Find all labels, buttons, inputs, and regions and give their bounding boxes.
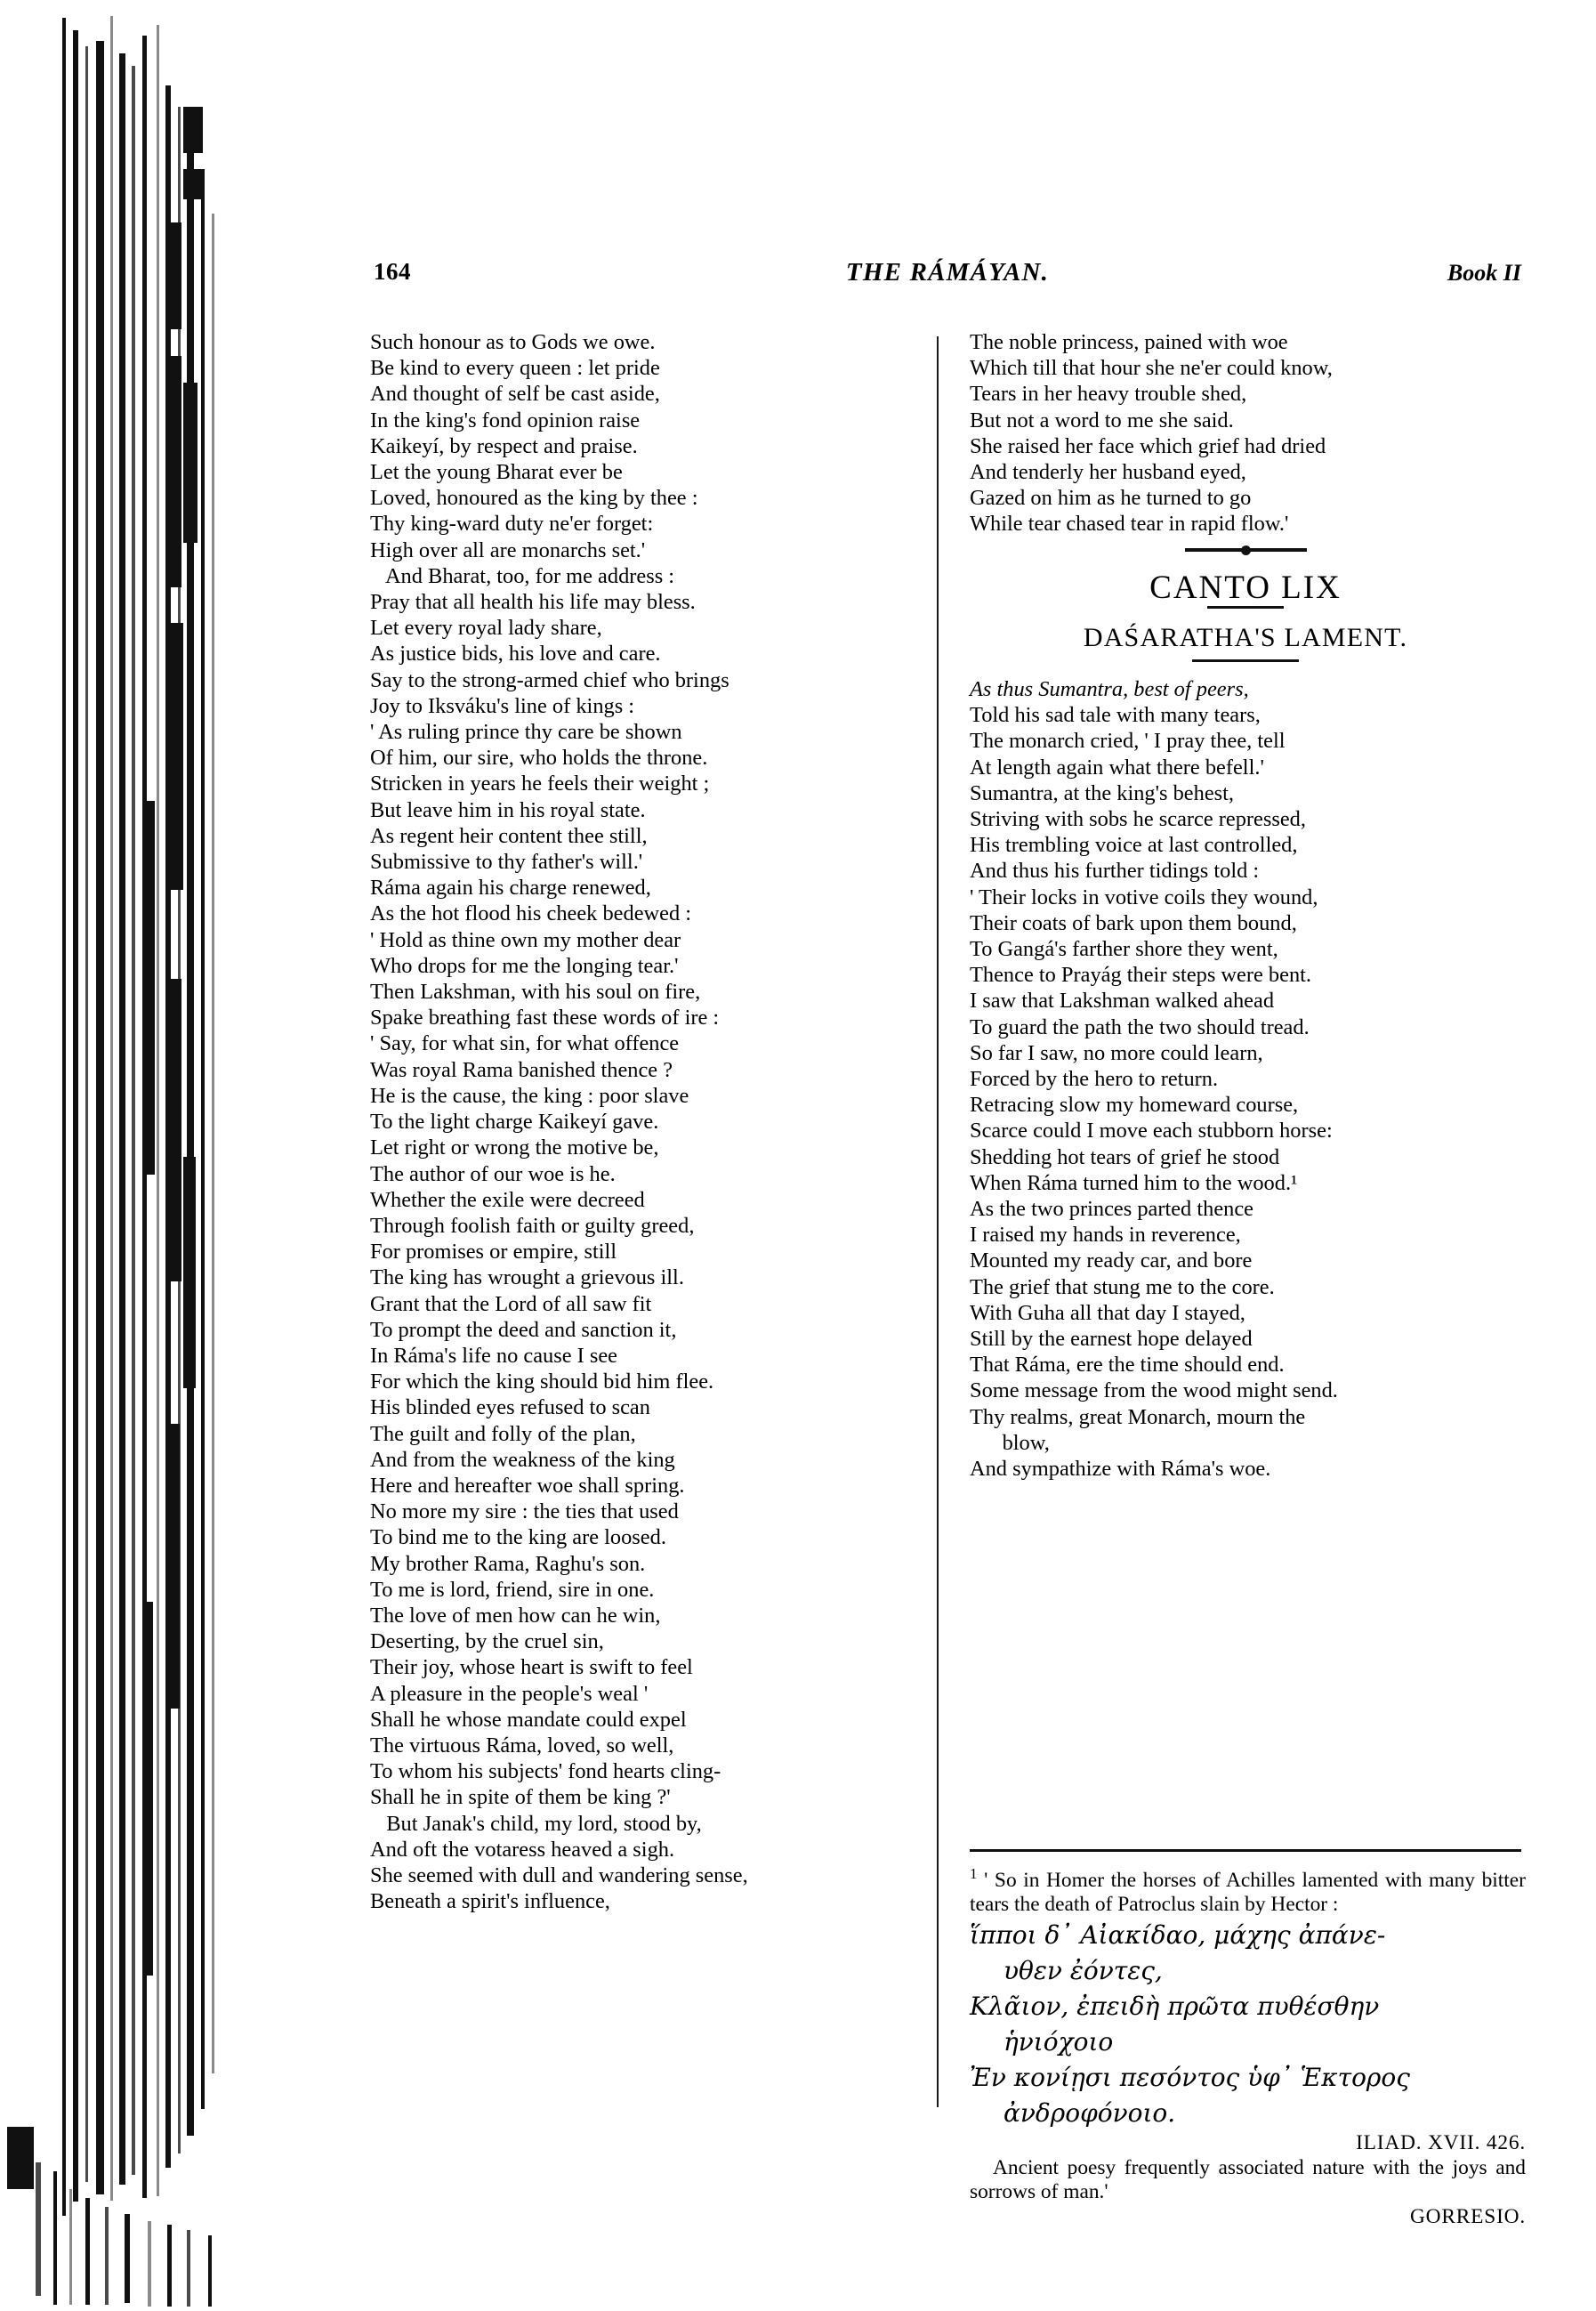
verse-line: ' As ruling prince thy care be shown <box>370 720 682 745</box>
verse-line: Kaikeyí, by respect and praise. <box>370 433 638 458</box>
greek-quote-line: Κλᾶιον, ἐπειδὴ πρῶτα πυθέσθην <box>970 1991 1380 2021</box>
verse-line: And Bharat, too, for me address : <box>370 563 675 588</box>
verse-line: Be kind to every queen : let pride <box>370 356 660 381</box>
scanned-page <box>294 0 1596 2311</box>
verse-line: Who drops for me the longing tear.' <box>370 953 679 978</box>
verse-line: The king has wrought a grievous ill. <box>370 1265 684 1290</box>
verse-line: Joy to Iksváku's line of kings : <box>370 693 635 718</box>
verse-line: Say to the strong-armed chief who brings <box>370 667 729 692</box>
column-divider <box>937 336 939 2107</box>
verse-line: But not a word to me she said. <box>970 408 1234 432</box>
verse-line: Here and hereafter woe shall spring. <box>370 1473 685 1498</box>
greek-quote-line: ἡνιόχοιο <box>1004 2026 1114 2056</box>
greek-quote-line: ἵπποι δ᾽ Αἰακίδαο, μάχης ἀπάνε- <box>970 1919 1386 1950</box>
verse-line: Of him, our sire, who holds the throne. <box>370 746 708 771</box>
verse-line: Gazed on him as he turned to go <box>970 486 1252 511</box>
verse-line: And thus his further tidings told : <box>970 859 1260 884</box>
verse-line: To whom his subjects' fond hearts cling- <box>370 1759 721 1784</box>
verse-line: ' Say, for what sin, for what offence <box>370 1031 680 1056</box>
verse-line: No more my sire : the ties that used <box>370 1499 679 1524</box>
book-label: Book II <box>1447 260 1521 286</box>
verse-line: The love of men how can he win, <box>370 1603 661 1628</box>
verse-line: I raised my hands in reverence, <box>970 1223 1241 1248</box>
verse-line: My brother Rama, Raghu's son. <box>370 1551 646 1576</box>
verse-line: Such honour as to Gods we owe. <box>370 330 656 354</box>
verse-line: Thy king-ward duty ne'er forget: <box>370 512 654 537</box>
verse-line: Shedding hot tears of grief he stood <box>970 1144 1280 1169</box>
verse-line: But leave him in his royal state. <box>370 797 646 822</box>
verse-line: Forced by the hero to return. <box>970 1066 1219 1091</box>
rule-under-canto <box>1207 606 1284 609</box>
verse-line: But Janak's child, my lord, stood by, <box>370 1811 702 1836</box>
verse-line: Beneath a spirit's influence, <box>370 1889 610 1914</box>
verse-line: Scarce could I move each stubborn horse: <box>970 1119 1333 1143</box>
verse-line: Let the young Bharat ever be <box>370 460 623 485</box>
verse-line: As justice bids, his love and care. <box>370 642 661 667</box>
verse-line: As the hot flood his cheek bedewed : <box>370 901 692 926</box>
verse-line: Their joy, whose heart is swift to feel <box>370 1655 693 1680</box>
running-head <box>374 258 1521 288</box>
verse-line: Tears in her heavy trouble shed, <box>970 382 1247 407</box>
verse-line: Some message from the wood might send. <box>970 1378 1338 1403</box>
verse-line: She seemed with dull and wandering sense, <box>370 1863 748 1887</box>
verse-line: Whether the exile were decreed <box>370 1187 645 1212</box>
verse-line: Submissive to thy father's will.' <box>370 850 643 875</box>
verse-line: Stricken in years he feels their weight ; <box>370 772 710 796</box>
verse-line: ' Hold as thine own my mother dear <box>370 927 681 952</box>
verse-line: For which the king should bid him flee. <box>370 1370 714 1394</box>
verse-line: That Ráma, ere the time should end. <box>970 1353 1285 1378</box>
footnote-text: ' So in Homer the horses of Achilles lamented with many bitter tears the death of Patroclus slain by Hector : <box>970 1868 1526 1917</box>
verse-line: And from the weakness of the king <box>370 1447 675 1472</box>
footnote-text-after: Ancient poesy frequently associated nature with the joys and sorrows of man.' <box>970 2155 1526 2204</box>
verse-line: The guilt and folly of the plan, <box>370 1421 636 1446</box>
rule-under-canto-title <box>1192 659 1299 662</box>
verse-line: To me is lord, friend, sire in one. <box>370 1577 655 1602</box>
verse-line: In Ráma's life no cause I see <box>370 1343 618 1368</box>
verse-line: Sumantra, at the king's behest, <box>970 780 1235 805</box>
verse-line: Spake breathing fast these words of ire : <box>370 1006 720 1030</box>
greek-quote-line: ἀνδροφόνοιο. <box>1004 2097 1176 2128</box>
verse-line: Was royal Rama banished thence ? <box>370 1057 673 1082</box>
book-title: THE RÁMÁYAN. <box>845 258 1050 287</box>
verse-line: Striving with sobs he scarce repressed, <box>970 806 1306 831</box>
verse-line: A pleasure in the people's weal ' <box>370 1681 649 1706</box>
verse-line: ' Their locks in votive coils they wound, <box>970 885 1318 909</box>
verse-line: Let every royal lady share, <box>370 616 602 641</box>
verse-line: The monarch cried, ' I pray thee, tell <box>970 729 1286 754</box>
verse-line: Thy realms, great Monarch, mourn the <box>970 1404 1306 1429</box>
verse-line: Shall he whose mandate could expel <box>370 1707 687 1732</box>
verse-line: Let right or wrong the motive be, <box>370 1135 659 1160</box>
verse-line: Deserting, by the cruel sin, <box>370 1629 604 1654</box>
verse-line: The noble princess, pained with woe <box>970 330 1288 354</box>
scan-edge-artifact <box>0 0 294 2311</box>
footnote <box>970 1862 1526 2229</box>
verse-line: Mounted my ready car, and bore <box>970 1248 1253 1273</box>
verse-line: blow, <box>970 1430 1050 1455</box>
verse-line: The author of our woe is he. <box>370 1161 616 1186</box>
verse-line: Which till that hour she ne'er could know, <box>970 356 1333 381</box>
verse-line: For promises or empire, still <box>370 1240 617 1265</box>
greek-quote-line: υθεν ἐόντες, <box>1004 1955 1163 1985</box>
footnote-source: ILIAD. XVII. 426. <box>1356 2130 1526 2154</box>
verse-line: At length again what there befell.' <box>970 755 1264 780</box>
canto-number: CANTO LIX <box>1149 569 1342 606</box>
right-column <box>970 329 1521 1482</box>
verse-line: While tear chased tear in rapid flow.' <box>970 512 1289 537</box>
verse-line: He is the cause, the king : poor slave <box>370 1083 689 1108</box>
verse-line: As the two princes parted thence <box>970 1197 1253 1221</box>
verse-line: His trembling voice at last controlled, <box>970 833 1298 858</box>
verse-line: Thence to Prayág their steps were bent. <box>970 963 1312 988</box>
verse-line: Retracing slow my homeward course, <box>970 1093 1299 1118</box>
footnote-rule <box>970 1849 1521 1852</box>
verse-line: She raised her face which grief had dried <box>970 433 1326 458</box>
verse-line: And thought of self be cast aside, <box>370 382 660 407</box>
verse-line: And tenderly her husband eyed, <box>970 460 1246 485</box>
verse-line: To the light charge Kaikeyí gave. <box>370 1110 659 1135</box>
verse-line: The grief that stung me to the core. <box>970 1274 1275 1299</box>
verse-line: Still by the earnest hope delayed <box>970 1327 1253 1352</box>
verse-line: And oft the votaress heaved a sigh. <box>370 1837 675 1862</box>
footnote-attribution: GORRESIO. <box>1409 2204 1526 2228</box>
verse-line: To guard the path the two should tread. <box>970 1014 1310 1039</box>
verse-line: Then Lakshman, with his soul on fire, <box>370 980 701 1005</box>
left-column <box>370 329 913 1914</box>
verse-line: When Ráma turned him to the wood.¹ <box>970 1170 1298 1195</box>
verse-line: His blinded eyes refused to scan <box>370 1395 650 1420</box>
verse-line: Told his sad tale with many tears, <box>970 703 1261 728</box>
verse-line: In the king's fond opinion raise <box>370 408 641 432</box>
section-ornament <box>970 545 1521 555</box>
verse-line: Grant that the Lord of all saw fit <box>370 1291 652 1316</box>
verse-line: As regent heir content thee still, <box>370 823 648 848</box>
page-number: 164 <box>374 258 411 285</box>
verse-line: Their coats of bark upon them bound, <box>970 910 1297 935</box>
verse-line: The virtuous Ráma, loved, so well, <box>370 1733 674 1757</box>
verse-line: To prompt the deed and sanction it, <box>370 1317 677 1342</box>
verse-line: As thus Sumantra, best of peers, <box>970 676 1249 701</box>
greek-quote-line: Ἐν κονίῃσι πεσόντος ὑφ᾽ Ἑκτορος <box>970 2062 1410 2092</box>
canto-title: DAŚARATHA'S LAMENT. <box>1083 622 1408 652</box>
verse-line: To Gangá's farther shore they went, <box>970 936 1278 961</box>
verse-line: High over all are monarchs set.' <box>370 537 646 562</box>
verse-line: Pray that all health his life may bless. <box>370 590 696 615</box>
verse-line: To bind me to the king are loosed. <box>370 1525 666 1550</box>
verse-line: I saw that Lakshman walked ahead <box>970 989 1275 1014</box>
footnote-marker: 1 <box>970 1865 978 1882</box>
verse-line: Through foolish faith or guilty greed, <box>370 1213 695 1238</box>
verse-line: Ráma again his charge renewed, <box>370 876 651 901</box>
verse-line: Shall he in spite of them be king ?' <box>370 1785 671 1810</box>
verse-line: Loved, honoured as the king by thee : <box>370 486 698 511</box>
verse-line: With Guha all that day I stayed, <box>970 1300 1245 1325</box>
verse-line: So far I saw, no more could learn, <box>970 1040 1263 1065</box>
verse-line: And sympathize with Ráma's woe. <box>970 1457 1271 1482</box>
